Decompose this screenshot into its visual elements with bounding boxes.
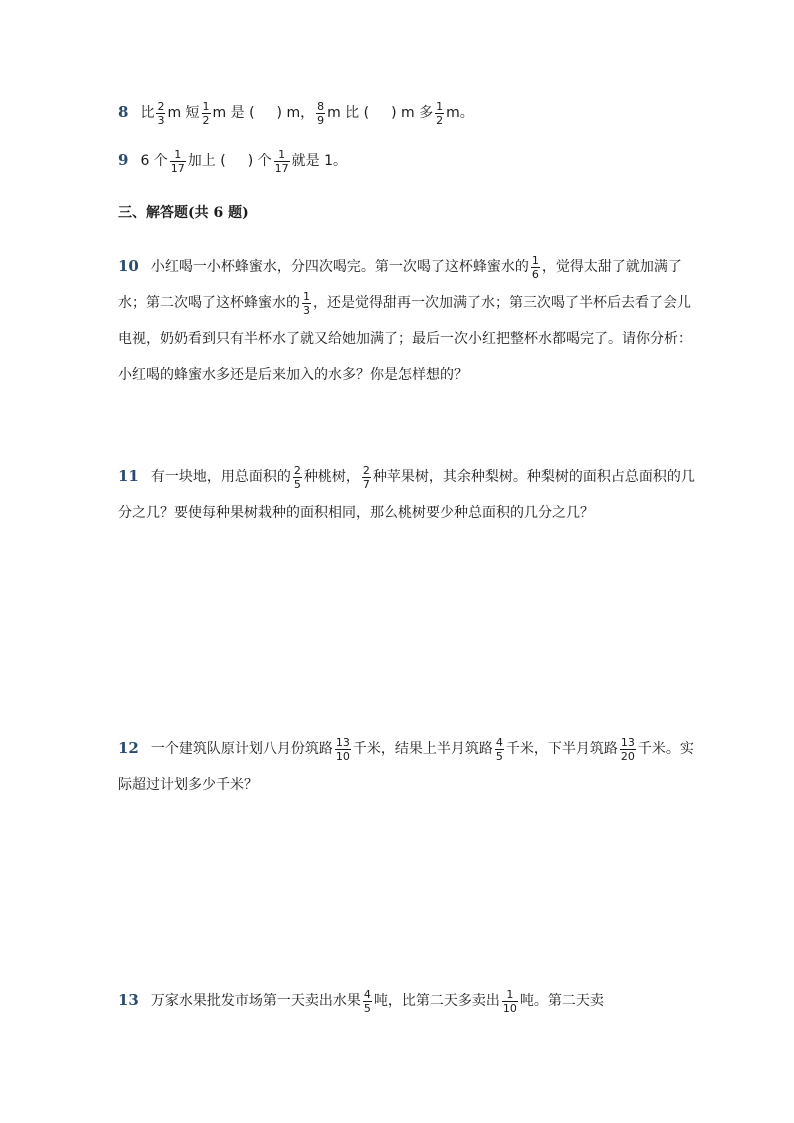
question-text: 千米，结果上半月筑路 (352, 741, 493, 757)
question-text: m 短 (167, 105, 200, 121)
fraction: $\frac{1}{3}$ (303, 289, 310, 317)
question-11 (118, 458, 698, 531)
fraction: $\frac{1}{17}$ (170, 147, 185, 175)
fraction: $\frac{2}{3}$ (157, 99, 165, 127)
question-text: 比 (140, 105, 155, 121)
fraction: $\frac{13}{10}$ (335, 735, 350, 763)
fraction: $\frac{2}{7}$ (362, 463, 370, 491)
fraction: $\frac{2}{5}$ (293, 463, 301, 491)
question-text: m 比 ( (327, 105, 370, 121)
question-number: 13 (118, 991, 139, 1009)
fraction: $\frac{1}{2}$ (202, 99, 210, 127)
fraction: $\frac{1}{10}$ (502, 987, 517, 1015)
question-text: 就是 1。 (291, 153, 347, 169)
question-number: 9 (118, 151, 129, 169)
question-text: 种桃树， (303, 469, 360, 485)
question-text: 一个建筑队原计划八月份筑路 (150, 741, 333, 757)
question-number: 8 (118, 103, 129, 121)
question-text: m。 (446, 105, 474, 121)
question-9 (118, 142, 698, 179)
fraction: $\frac{4}{5}$ (363, 987, 371, 1015)
question-text: ) m， (276, 105, 315, 121)
question-text: 千米。实际超过计划多少千米？ (118, 741, 694, 793)
question-text: 万家水果批发市场第一天卖出水果 (150, 993, 361, 1009)
fraction: $\frac{13}{20}$ (620, 735, 635, 763)
question-text: ，还是觉得甜再一次加满了水；第三次喝了半杯后去看了会儿电视，奶奶看到只有半杯水了就又给她加满了；最后一次小红把整杯水都喝完了。请你分析：小红喝的蜂蜜水多还是后来加入的水多？你是怎样想的？ (118, 295, 692, 383)
question-number: 12 (118, 739, 139, 757)
question-10 (118, 248, 698, 393)
question-text: 有一块地，用总面积的 (150, 469, 291, 485)
question-text: 千米，下半月筑路 (505, 741, 618, 757)
question-text: m 是 ( (212, 105, 255, 121)
question-text: ) 个 (247, 153, 272, 169)
fraction: $\frac{1}{6}$ (531, 253, 539, 281)
question-text: 吨，比第二天多卖出 (373, 993, 500, 1009)
fraction: $\frac{1}{2}$ (436, 99, 444, 127)
question-8 (118, 94, 698, 131)
fraction: $\frac{8}{9}$ (317, 99, 325, 127)
section-heading: 三、解答题(共 6 题) (118, 205, 249, 221)
question-text: 吨。第二天卖 (519, 993, 604, 1009)
question-text: 种苹果树，其余种梨树。种梨树的面积占总面积的几分之几？要使每种果树栽种的面积相同，那么桃树要少种总面积的几分之几？ (118, 469, 695, 521)
fraction: $\frac{1}{17}$ (274, 147, 289, 175)
question-13 (118, 982, 698, 1019)
question-text: ，觉得太甜了就加满了水；第二次喝了这杯蜂蜜水的 (118, 259, 682, 311)
question-12 (118, 730, 698, 803)
question-text: 小红喝一小杯蜂蜜水，分四次喝完。第一次喝了这杯蜂蜜水的 (150, 259, 529, 275)
question-text: 加上 ( (187, 153, 226, 169)
question-number: 10 (118, 257, 139, 275)
fraction: $\frac{4}{5}$ (495, 735, 503, 763)
question-text: ) m 多 (391, 105, 434, 121)
question-number: 11 (118, 467, 139, 485)
question-text: 6 个 (140, 153, 168, 169)
